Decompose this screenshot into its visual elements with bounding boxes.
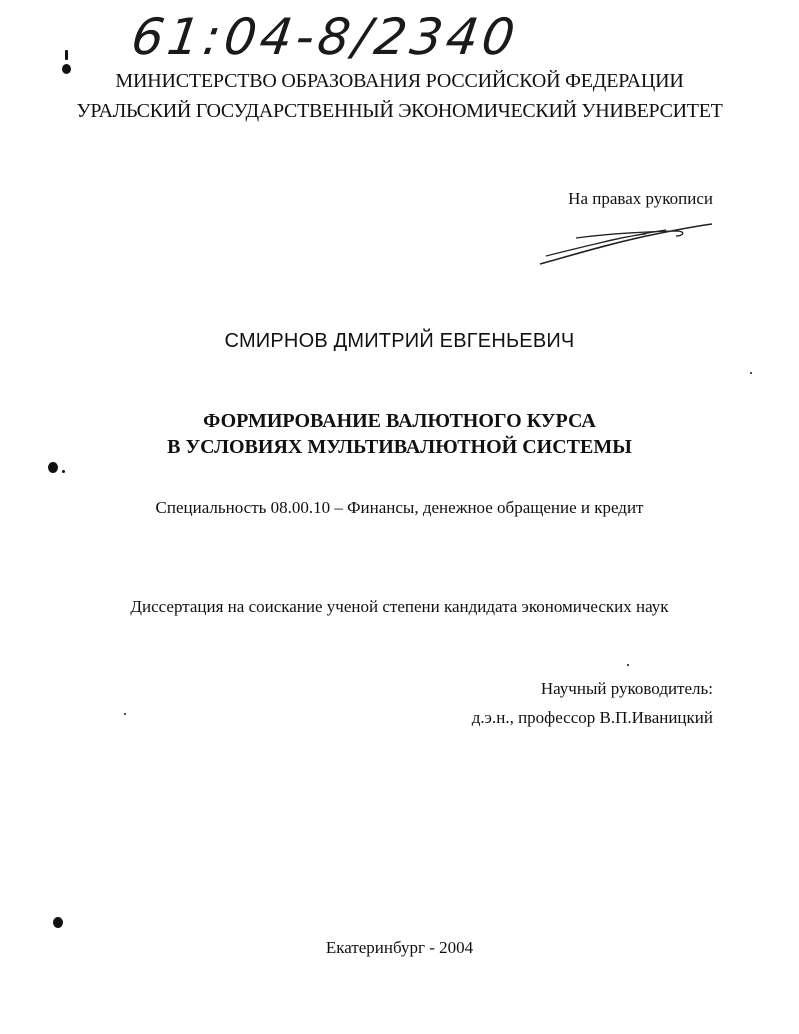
dissertation-title-line-2: В УСЛОВИЯХ МУЛЬТИВАЛЮТНОЙ СИСТЕМЫ — [167, 436, 632, 458]
punch-hole-mark — [48, 462, 58, 473]
archive-code-handwritten: 61:04-8/2340 — [127, 8, 523, 66]
specialty-line: Специальность 08.00.10 – Финансы, денежное обращение и кредит — [155, 498, 644, 517]
scan-artifact-mark — [750, 372, 752, 374]
punch-hole-mark — [53, 917, 63, 928]
dissertation-degree-line: Диссертация на соискание ученой степени кандидата экономических наук — [130, 597, 669, 616]
city-year: Екатеринбург - 2004 — [325, 938, 474, 957]
advisor-name: д.э.н., профессор В.П.Иваницкий — [471, 708, 713, 727]
ministry-heading: МИНИСТЕРСТВО ОБРАЗОВАНИЯ РОССИЙСКОЙ ФЕДЕРАЦИИ — [115, 70, 684, 92]
scan-artifact-mark — [124, 713, 126, 715]
punch-hole-mark — [62, 64, 71, 74]
scan-artifact-mark — [65, 50, 68, 60]
dissertation-title-line-1: ФОРМИРОВАНИЕ ВАЛЮТНОГО КУРСА — [203, 410, 596, 432]
advisor-label: Научный руководитель: — [540, 679, 713, 698]
manuscript-note: На правах рукописи — [568, 189, 713, 208]
university-heading: УРАЛЬСКИЙ ГОСУДАРСТВЕННЫЙ ЭКОНОМИЧЕСКИЙ УНИВЕРСИТЕТ — [76, 100, 723, 122]
scan-artifact-mark — [627, 664, 629, 666]
author-name: СМИРНОВ ДМИТРИЙ ЕВГЕНЬЕВИЧ — [224, 330, 575, 352]
signature-image — [536, 216, 716, 268]
scan-artifact-mark — [62, 470, 65, 473]
